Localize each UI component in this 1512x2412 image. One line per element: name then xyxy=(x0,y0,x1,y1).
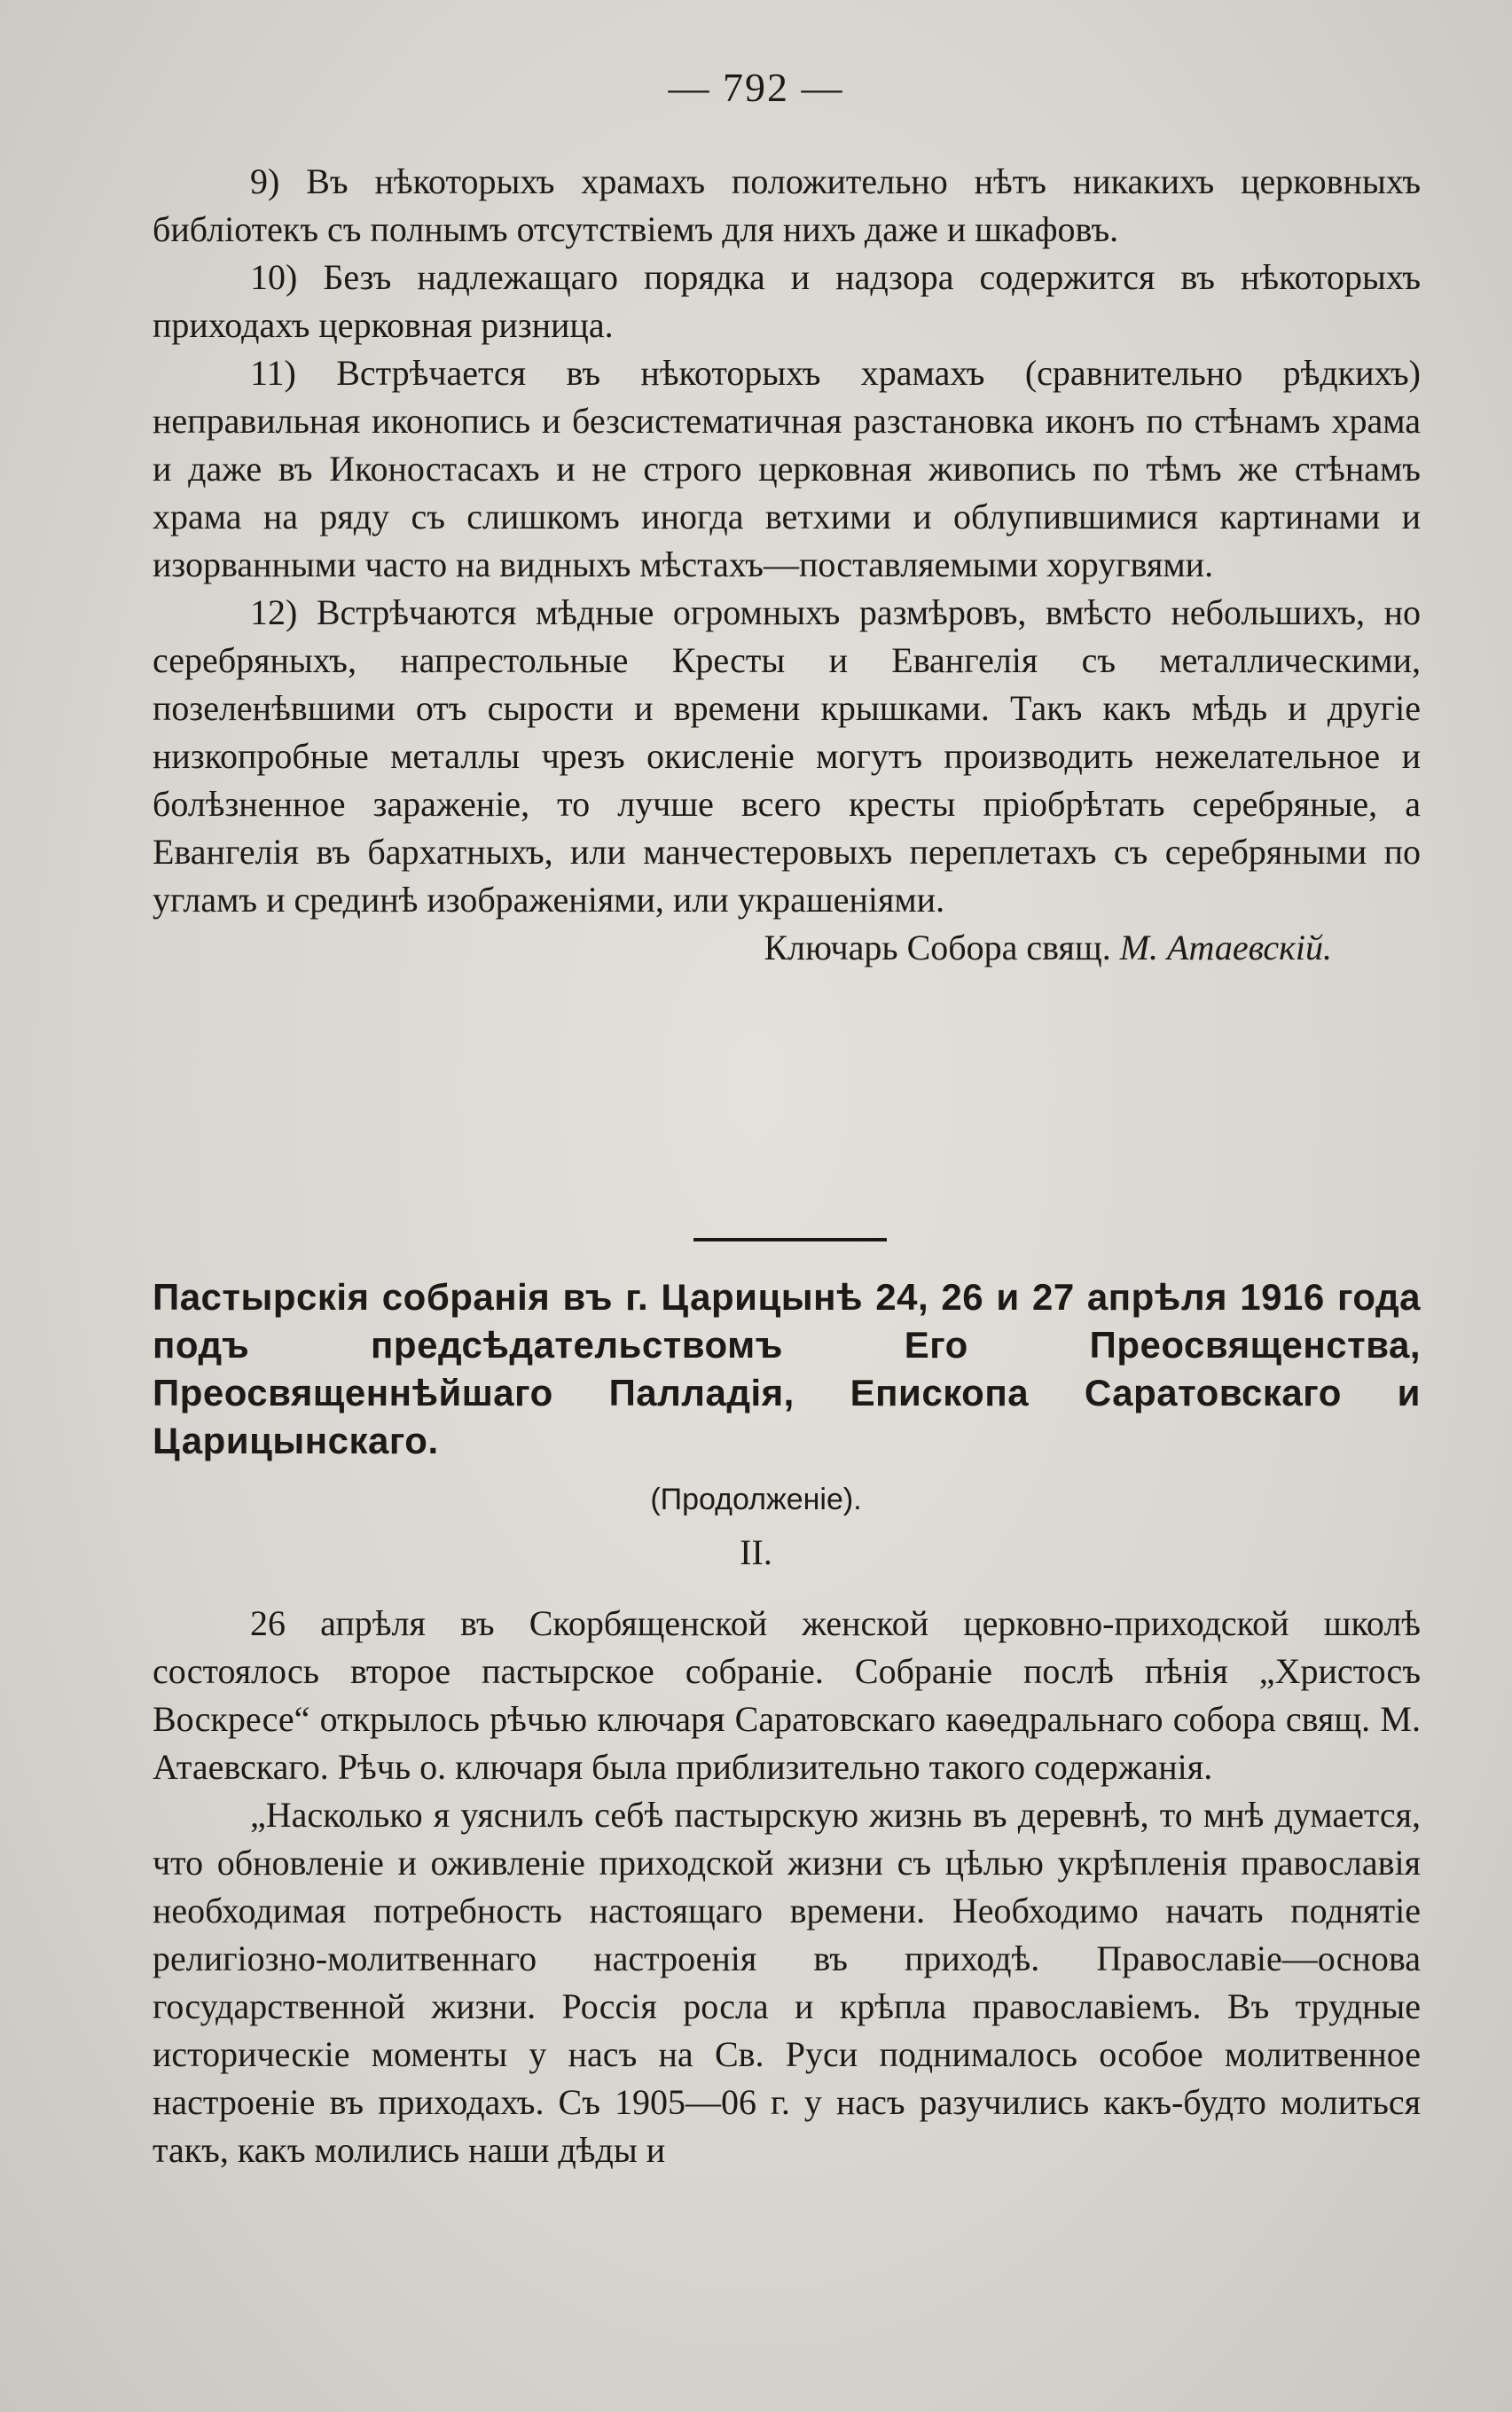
top-text-block xyxy=(153,158,1421,972)
article-subtitle: (Продолженіе). xyxy=(650,1483,862,1516)
paragraph-item-12: 12) Встрѣчаются мѣдные огромныхъ размѣровъ, вмѣсто небольшихъ, но серебряныхъ, напрестольные Кресты и Евангелія съ металлическими, позеленѣвшими отъ сырости и времени крышками. Такъ какъ мѣдь и другіе низкопробные металлы чрезъ окисленіе могутъ производить нежелательное и болѣзненное зараженіе, то лучше всего кресты пріобрѣтать серебряные, а Евангелія въ бархатныхъ, или манчестеровыхъ переплетахъ съ серебряными по угламъ и срединѣ изображеніями, или украшеніями. xyxy=(153,592,1421,920)
page-number: — 792 — xyxy=(668,65,844,110)
article-body xyxy=(153,1600,1421,2174)
section-number: II. xyxy=(740,1532,772,1572)
paragraph-item-9: 9) Въ нѣкоторыхъ храмахъ положительно нѣтъ никакихъ церковныхъ библіотекъ съ полнымъ отсутствіемъ для нихъ даже и шкафовъ. xyxy=(153,161,1421,249)
signature-title: Ключарь Собора свящ. xyxy=(764,928,1111,967)
signature-name: М. Атаевскій. xyxy=(1119,928,1332,967)
signature xyxy=(153,924,1421,972)
section-divider xyxy=(693,1238,887,1241)
article-paragraph: „Насколько я уяснилъ себѣ пастырскую жизнь въ деревнѣ, то мнѣ думается, что обновленіе и оживленіе приходской жизни съ цѣлью укрѣпленія православія необходимая потребность настоящаго времени. Необходимо начать поднятіе религіозно-молитвеннаго настроенія въ приходѣ. Православіе—основа государственной жизни. Россія росла и крѣпла православіемъ. Въ трудные историческіе моменты у насъ на Св. Руси поднималось особое молитвенное настроеніе въ приходахъ. Съ 1905—06 г. у насъ разучились какъ-будто молиться такъ, какъ молились наши дѣды и xyxy=(153,1795,1421,2170)
paragraph-item-10: 10) Безъ надлежащаго порядка и надзора содержится въ нѣкоторыхъ приходахъ церковная ризница. xyxy=(153,257,1421,345)
paragraph-item-11: 11) Встрѣчается въ нѣкоторыхъ храмахъ (сравнительно рѣдкихъ) неправильная иконопись и безсистематичная разстановка иконъ по стѣнамъ храма и даже въ Иконостасахъ и не строго церковная живопись по тѣмъ же стѣнамъ храма на ряду съ слишкомъ иногда ветхими и облупившимися картинами и изорванными часто на видныхъ мѣстахъ—поставляемыми хоругвями. xyxy=(153,353,1421,584)
article-heading: Пастырскія собранія въ г. Царицынѣ 24, 26 и 27 апрѣля 1916 года подъ предсѣдательствомъ Его Преосвященства, Преосвященнѣйшаго Палладія, Епископа Саратовскаго и Царицынскаго. xyxy=(153,1276,1421,1461)
article-paragraph: 26 апрѣля въ Скорбященской женской церковно-приходской школѣ состоялось второе пастырское собраніе. Собраніе послѣ пѣнія „Христосъ Воскресе“ открылось рѣчью ключаря Саратовскаго каѳедральнаго собора свящ. М. Атаевскаго. Рѣчь о. ключаря была приблизительно такого содержанія. xyxy=(153,1603,1421,1787)
